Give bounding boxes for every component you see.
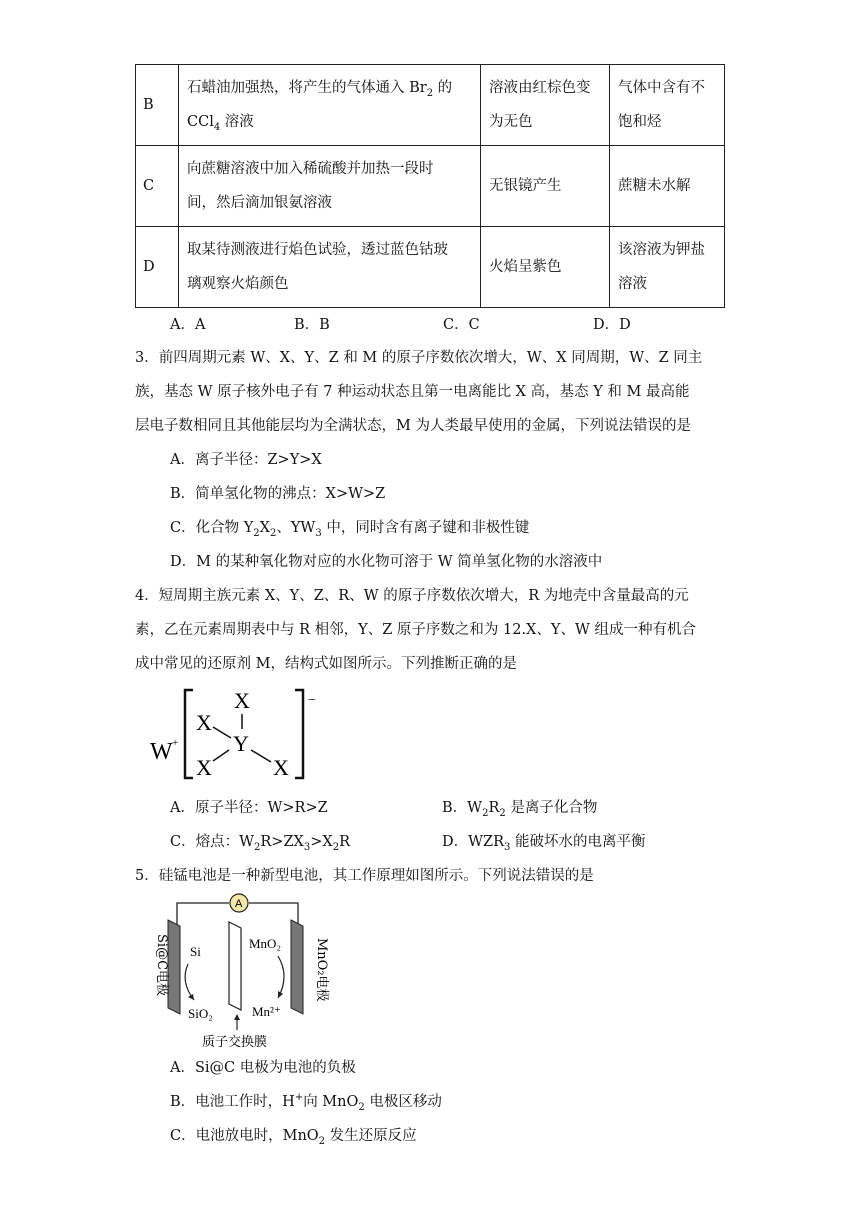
struct-x-top: X (234, 688, 250, 713)
table-row (136, 65, 725, 146)
proton-exchange-membrane (229, 922, 241, 1010)
struct-plus: + (172, 737, 179, 749)
struct-x-bottom-right: X (273, 755, 289, 780)
q4-option-c[interactable]: C．熔点：$W_2R>ZX_3>X_2R$ (170, 834, 350, 853)
phenomenon-cell: 火焰呈紫色 (481, 227, 610, 308)
q3-option-c[interactable]: C．化合物 $Y_2X_2$、$YW_3$ 中，同时含有离子键和非极性键 (170, 520, 530, 539)
operation-cell: 向蔗糖溶液中加入稀硫酸并加热一段时 间，然后滴加银氨溶液 (179, 146, 481, 227)
right-electrode-label: MnO₂电极 (314, 938, 329, 1002)
option-b[interactable]: B．B (294, 317, 330, 333)
q3-option-a[interactable]: A．离子半径：Z>Y>X (170, 452, 322, 468)
phenomenon-cell: 溶液由红棕色变 为无色 (481, 65, 610, 146)
operation-cell: 石蜡油加强热，将产生的气体通入 $Br_2$ 的 CCl$_4$ 溶液 (179, 65, 481, 146)
q4-stem-line: 素，乙在元素周期表中与 R 相邻，Y、Z 原子序数之和为 12.X、Y、W 组成一种有机合 (135, 622, 696, 638)
mn2-label: Mn²⁺ (252, 1004, 281, 1019)
q5-option-c[interactable]: C．电池放电时，MnO$_2$ 发生还原反应 (170, 1128, 417, 1147)
q4-option-b[interactable]: B．$W_2R_2$ 是离子化合物 (442, 800, 598, 819)
q3-stem-line: 3．前四周期元素 W、X、Y、Z 和 M 的原子序数依次增大，W、X 同周期，W、Z 同主 (135, 350, 703, 366)
q5-stem-line: 5．硅锰电池是一种新型电池，其工作原理如图所示。下列说法错误的是 (135, 868, 594, 884)
q3-stem-line: 层电子数相同且其他能层均为全满状态，M 为人类最早使用的金属，下列说法错误的是 (135, 418, 691, 434)
row-label: D (136, 227, 179, 308)
experiment-table (135, 64, 725, 308)
q3-option-d[interactable]: D．M 的某种氧化物对应的水化物可溶于 W 简单氢化物的水溶液中 (170, 554, 603, 570)
q4-option-d[interactable]: D．$WZR_3$ 能破坏水的电离平衡 (442, 834, 646, 853)
option-a[interactable]: A．A (170, 317, 206, 333)
conclusion-cell: 气体中含有不 饱和烃 (610, 65, 725, 146)
mno2-label: MnO₂ (249, 936, 281, 951)
struct-x-bottom-left: X (196, 755, 212, 780)
row-label: B (136, 65, 179, 146)
conclusion-cell: 该溶液为钾盐 溶液 (610, 227, 725, 308)
conclusion-cell: 蔗糖未水解 (610, 146, 725, 227)
q5-option-b[interactable]: B．电池工作时，H+向 MnO$_2$ 电极区移动 (170, 1092, 442, 1113)
ammeter-label: A (235, 898, 243, 910)
q3-option-b[interactable]: B．简单氢化物的沸点：X>W>Z (170, 486, 386, 502)
battery-diagram (140, 890, 345, 1050)
q4-stem-line: 4．短周期主族元素 X、Y、Z、R、W 的原子序数依次增大，R 为地壳中含量最高的元 (135, 588, 689, 604)
option-c[interactable]: C．C (443, 317, 480, 333)
membrane-pointer-head (234, 1014, 240, 1020)
structure-formula-diagram (145, 684, 335, 784)
option-d[interactable]: D．D (593, 317, 631, 333)
struct-x-left: X (196, 710, 212, 735)
table-row (136, 146, 725, 227)
q4-stem-line: 成中常见的还原剂 M，结构式如图所示。下列推断正确的是 (135, 656, 517, 672)
struct-w: W (150, 739, 173, 765)
q5-option-a[interactable]: A．Si@C 电极为电池的负极 (170, 1060, 356, 1076)
operation-cell: 取某待测液进行焰色试验，透过蓝色钴玻 璃观察火焰颜色 (179, 227, 481, 308)
bond-left (213, 727, 231, 738)
membrane-label: 质子交换膜 (202, 1035, 268, 1050)
right-bracket (295, 690, 303, 778)
right-electrode (291, 920, 303, 1014)
bond-bottom-left (213, 750, 229, 761)
bond-bottom-right (251, 750, 271, 762)
table-row (136, 227, 725, 308)
left-electrode-label: Si@C电极 (154, 934, 169, 997)
left-bracket (185, 690, 193, 778)
phenomenon-cell: 无银镜产生 (481, 146, 610, 227)
si-label: Si (190, 944, 201, 959)
q4-option-a[interactable]: A．原子半径：W>R>Z (170, 800, 328, 816)
struct-minus: − (308, 693, 316, 708)
q3-stem-line: 族，基态 W 原子核外电子有 7 种运动状态且第一电离能比 X 高，基态 Y 和 M 最高能 (135, 384, 690, 400)
wire-left (177, 903, 229, 930)
struct-y: Y (233, 731, 249, 756)
row-label: C (136, 146, 179, 227)
sio2-label: SiO₂ (188, 1006, 213, 1021)
